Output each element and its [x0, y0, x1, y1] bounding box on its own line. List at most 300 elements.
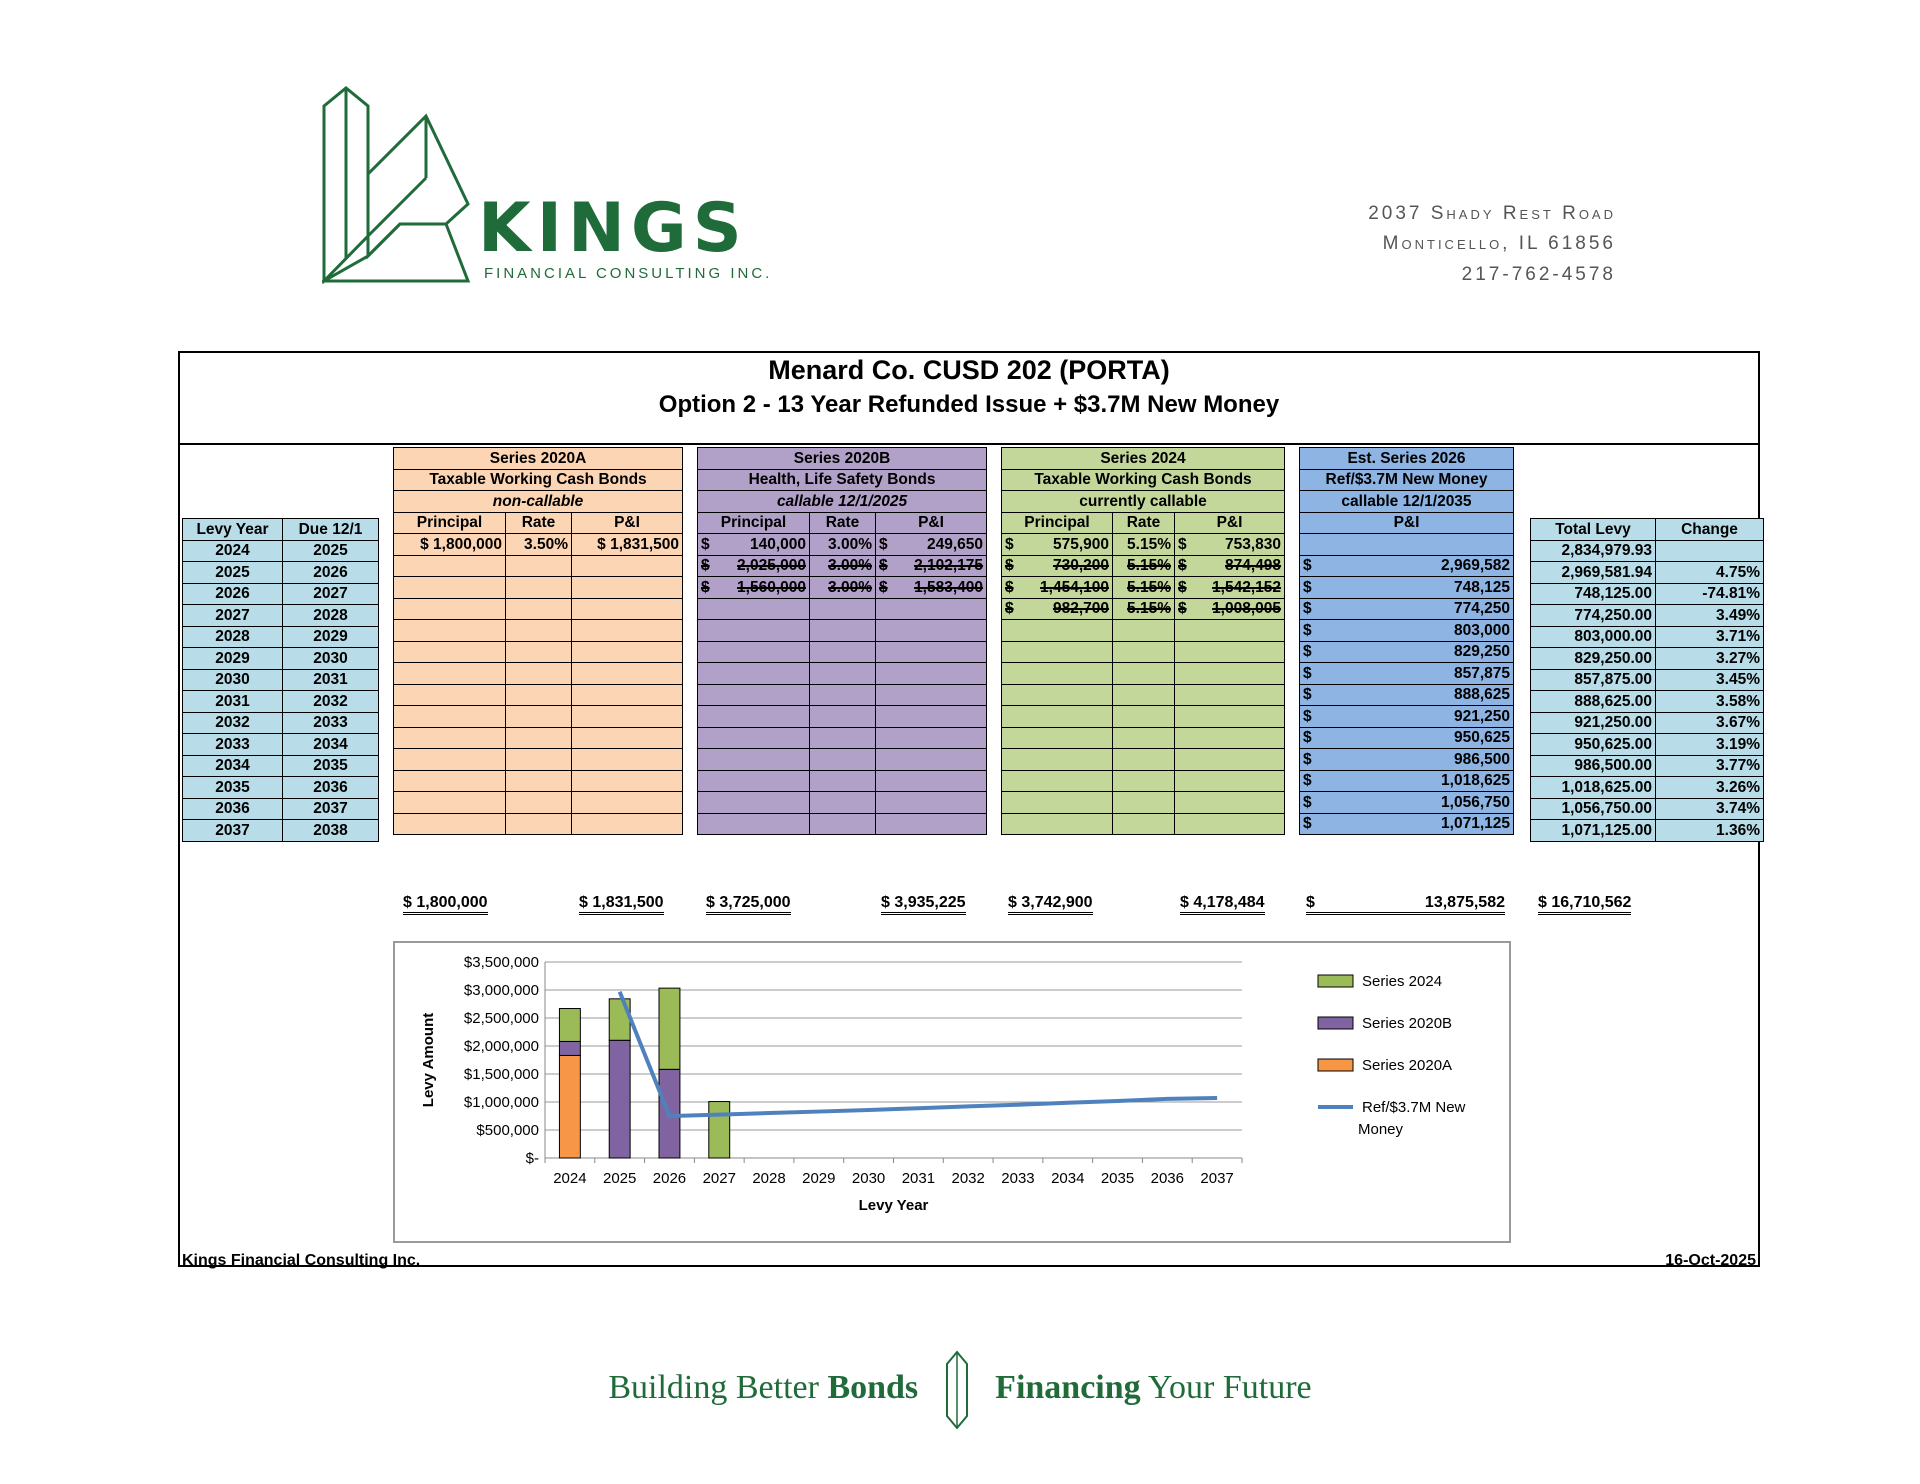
- pi-cell: [1175, 706, 1285, 728]
- series-2020b-desc: Health, Life Safety Bonds: [698, 469, 987, 491]
- pi-cell: [1300, 598, 1514, 620]
- pi-cell-currency: $: [1303, 643, 1312, 661]
- rate-cell: [1113, 706, 1175, 728]
- table-row: [1300, 663, 1514, 685]
- pi-cell: [1300, 792, 1514, 814]
- pi-cell: [572, 727, 683, 749]
- rate-cell: [1113, 620, 1175, 642]
- change-cell: 3.74%: [1656, 798, 1764, 820]
- y-axis-title: Levy Amount: [420, 1012, 437, 1108]
- principal-cell: [698, 598, 810, 620]
- table-row: [1002, 534, 1285, 556]
- due-year-cell: 2025: [283, 540, 379, 562]
- levy-year-cell: 2027: [183, 605, 283, 627]
- table-row: [698, 770, 987, 792]
- table-row: [183, 562, 379, 584]
- pi-cell-value: 803,000: [1453, 621, 1510, 639]
- table-row: [698, 749, 987, 771]
- pi-cell-content: [1303, 685, 1510, 704]
- principal-cell: [1002, 555, 1113, 577]
- rate-cell: [506, 684, 572, 706]
- table-row: [1300, 577, 1514, 599]
- rate-cell: [506, 577, 572, 599]
- pi-cell: [1175, 813, 1285, 835]
- x-tick-label: 2029: [802, 1170, 836, 1187]
- levy-year-table: [182, 518, 379, 842]
- table-row: [1002, 813, 1285, 835]
- pi-cell: [572, 684, 683, 706]
- table-row: [183, 648, 379, 670]
- table-row: [1002, 598, 1285, 620]
- pi-cell: [876, 706, 987, 728]
- pi-cell: [1175, 641, 1285, 663]
- pi-cell-currency: $: [1303, 729, 1312, 747]
- series-2024-call: currently callable: [1002, 491, 1285, 513]
- levy-year-cell: 2024: [183, 540, 283, 562]
- principal-cell-currency: $: [1005, 600, 1014, 618]
- table-row: [1531, 777, 1764, 799]
- levy-year-cell: 2035: [183, 777, 283, 799]
- pi-header: P&I: [1300, 512, 1514, 534]
- change-cell: 3.27%: [1656, 648, 1764, 670]
- series-2024-desc: Taxable Working Cash Bonds: [1002, 469, 1285, 491]
- table-row: [394, 770, 683, 792]
- series-2020a-desc: Taxable Working Cash Bonds: [394, 469, 683, 491]
- total-2020a-pi: $ 1,831,500: [579, 893, 664, 915]
- rate-cell: 3.50%: [506, 534, 572, 556]
- series-2026-table: [1299, 447, 1514, 835]
- due-year-cell: 2034: [283, 734, 379, 756]
- line-series: [620, 992, 1217, 1116]
- pi-cell: [1300, 555, 1514, 577]
- footer-date: 16-Oct-2025: [1665, 1252, 1756, 1269]
- principal-cell: [698, 813, 810, 835]
- table-row: [1531, 798, 1764, 820]
- pi-cell-content: [1303, 793, 1510, 812]
- pi-cell-content: [1303, 556, 1510, 575]
- table-header-row: [183, 519, 379, 541]
- table-row: [1002, 555, 1285, 577]
- table-row: [1300, 706, 1514, 728]
- principal-cell: [394, 727, 506, 749]
- table-row: [394, 534, 683, 556]
- table-row: [394, 620, 683, 642]
- rate-cell: [1113, 684, 1175, 706]
- change-header: Change: [1656, 519, 1764, 541]
- pi-cell: [876, 663, 987, 685]
- levy-chart: [395, 943, 1509, 1241]
- series-2020a-name: Series 2020A: [394, 448, 683, 470]
- pi-cell: [572, 641, 683, 663]
- principal-cell: [394, 641, 506, 663]
- x-tick-label: 2026: [652, 1170, 687, 1187]
- change-cell: 3.26%: [1656, 777, 1764, 799]
- levy-year-cell: 2031: [183, 691, 283, 713]
- pi-cell: [876, 792, 987, 814]
- principal-cell: [1002, 663, 1113, 685]
- principal-cell-content: [1005, 578, 1109, 597]
- principal-cell-currency: $: [1005, 557, 1014, 575]
- pi-cell-currency: $: [1303, 621, 1312, 639]
- levy-year-header: Levy Year: [183, 519, 283, 541]
- pi-cell-currency: $: [879, 535, 888, 553]
- total-levy-cell: 774,250.00: [1531, 605, 1656, 627]
- x-tick-label: 2035: [1100, 1170, 1135, 1187]
- table-row: [1300, 620, 1514, 642]
- bar-series-2020a: [559, 1055, 580, 1158]
- principal-cell-value: 730,200: [1052, 557, 1109, 575]
- x-tick-label: 2028: [752, 1170, 786, 1187]
- change-cell: [1656, 540, 1764, 562]
- change-cell: 3.49%: [1656, 605, 1764, 627]
- levy-year-cell: 2032: [183, 712, 283, 734]
- pi-cell: [1300, 641, 1514, 663]
- bar-series-2024: [659, 988, 680, 1069]
- table-row: [183, 734, 379, 756]
- title-divider: [180, 443, 1758, 445]
- pi-cell: [1175, 684, 1285, 706]
- rate-cell: [810, 727, 876, 749]
- rate-cell: [1113, 749, 1175, 771]
- pi-header: P&I: [572, 512, 683, 534]
- change-cell: 4.75%: [1656, 562, 1764, 584]
- y-tick-label: $3,500,000: [463, 954, 539, 971]
- total-levy-cell: 921,250.00: [1531, 712, 1656, 734]
- series-2026-desc: Ref/$3.7M New Money: [1300, 469, 1514, 491]
- kings-logo-mark-icon: [322, 86, 472, 284]
- table-row: [1002, 749, 1285, 771]
- rate-cell: [506, 641, 572, 663]
- principal-header: Principal: [698, 512, 810, 534]
- principal-cell: [1002, 641, 1113, 663]
- change-cell: 3.77%: [1656, 755, 1764, 777]
- pi-cell-value: 1,583,400: [914, 578, 984, 596]
- table-row: [394, 727, 683, 749]
- table-row: [1531, 626, 1764, 648]
- principal-cell-value: 575,900: [1052, 535, 1109, 553]
- change-cell: 3.67%: [1656, 712, 1764, 734]
- total-levy-cell: 2,969,581.94: [1531, 562, 1656, 584]
- pi-cell: [1300, 813, 1514, 835]
- pi-cell: [876, 620, 987, 642]
- pi-cell-content: [879, 578, 983, 597]
- pi-cell: [1175, 534, 1285, 556]
- pi-cell-currency: $: [879, 578, 888, 596]
- pi-cell: [876, 813, 987, 835]
- principal-cell: [698, 641, 810, 663]
- total-levy-cell: 888,625.00: [1531, 691, 1656, 713]
- table-row: [1531, 712, 1764, 734]
- address-phone: 217-762-4578: [1461, 264, 1616, 285]
- table-row: [698, 577, 987, 599]
- principal-cell: [698, 577, 810, 599]
- x-tick-label: 2027: [702, 1170, 736, 1187]
- table-row: [1300, 792, 1514, 814]
- principal-cell: [1002, 749, 1113, 771]
- table-row: [394, 684, 683, 706]
- legend-label: Series 2020B: [1362, 1015, 1453, 1032]
- table-row: [1531, 562, 1764, 584]
- total-levy-cell: 1,071,125.00: [1531, 820, 1656, 842]
- y-tick-label: $3,000,000: [463, 982, 539, 999]
- pi-cell-content: [1303, 728, 1510, 747]
- rate-cell: [506, 727, 572, 749]
- rate-header: Rate: [810, 512, 876, 534]
- pi-cell: [1175, 620, 1285, 642]
- change-cell: 3.19%: [1656, 734, 1764, 756]
- change-cell: 3.45%: [1656, 669, 1764, 691]
- principal-cell: [1002, 577, 1113, 599]
- pi-cell-content: [1303, 578, 1510, 597]
- pi-cell-currency: $: [1178, 557, 1187, 575]
- due-year-cell: 2036: [283, 777, 379, 799]
- principal-cell: [1002, 598, 1113, 620]
- x-tick-label: 2032: [951, 1170, 985, 1187]
- rate-cell: [1113, 663, 1175, 685]
- table-row: [1300, 813, 1514, 835]
- levy-year-cell: 2026: [183, 583, 283, 605]
- pi-cell-value: 829,250: [1453, 643, 1510, 661]
- pi-cell-content: [1303, 664, 1510, 683]
- series-2024-name: Series 2024: [1002, 448, 1285, 470]
- principal-cell: [1002, 792, 1113, 814]
- table-row: [394, 577, 683, 599]
- pi-cell-currency: $: [1178, 535, 1187, 553]
- rate-cell: [810, 792, 876, 814]
- pi-cell-content: [879, 556, 983, 575]
- pi-cell: [572, 770, 683, 792]
- table-row: [183, 583, 379, 605]
- x-tick-label: 2030: [851, 1170, 886, 1187]
- pi-cell: [1300, 684, 1514, 706]
- pi-cell-value: 1,018,625: [1441, 772, 1510, 790]
- table-row: [698, 663, 987, 685]
- table-row: [1531, 734, 1764, 756]
- pi-cell-value: 950,625: [1453, 729, 1510, 747]
- pi-cell-value: 2,969,582: [1441, 557, 1510, 575]
- pi-cell: [1175, 727, 1285, 749]
- pi-cell: [572, 555, 683, 577]
- table-row: [698, 534, 987, 556]
- rate-cell: [506, 770, 572, 792]
- rate-cell: [810, 706, 876, 728]
- pi-cell-currency: $: [1303, 686, 1312, 704]
- pi-cell: [1300, 749, 1514, 771]
- rate-cell: [810, 598, 876, 620]
- table-row: [698, 684, 987, 706]
- total-levy-cell: 857,875.00: [1531, 669, 1656, 691]
- principal-cell: [698, 684, 810, 706]
- report-title: Menard Co. CUSD 202 (PORTA): [768, 355, 1170, 385]
- table-row: [183, 691, 379, 713]
- due-year-cell: 2035: [283, 755, 379, 777]
- pi-cell-currency: $: [1303, 772, 1312, 790]
- principal-cell: [394, 555, 506, 577]
- rate-cell: [506, 620, 572, 642]
- pi-cell: [1175, 598, 1285, 620]
- table-row: [1531, 691, 1764, 713]
- table-row: [1531, 669, 1764, 691]
- pi-header: P&I: [1175, 512, 1285, 534]
- pi-cell: $ 1,831,500: [572, 534, 683, 556]
- pi-cell: [1300, 534, 1514, 556]
- rate-cell: [810, 749, 876, 771]
- pi-cell: [1300, 770, 1514, 792]
- table-row: [698, 620, 987, 642]
- table-row: [1002, 706, 1285, 728]
- total-2026-value: 13,875,582: [1424, 894, 1505, 911]
- principal-cell: [394, 706, 506, 728]
- table-row: [394, 792, 683, 814]
- principal-cell: [1002, 534, 1113, 556]
- pi-cell-currency: $: [1178, 578, 1187, 596]
- legend-swatch: [1318, 1059, 1353, 1071]
- table-row: [1300, 770, 1514, 792]
- pi-header: P&I: [876, 512, 987, 534]
- pi-cell: [876, 684, 987, 706]
- pi-cell: [1175, 792, 1285, 814]
- table-row: [183, 626, 379, 648]
- pi-cell: [876, 727, 987, 749]
- y-tick-label: $-: [525, 1150, 539, 1167]
- pi-cell: [876, 577, 987, 599]
- pi-cell: [1300, 620, 1514, 642]
- principal-cell: [394, 813, 506, 835]
- rate-cell: [506, 792, 572, 814]
- table-row: [1300, 598, 1514, 620]
- pi-cell-value: 753,830: [1225, 535, 1282, 553]
- pi-cell-value: 1,008,005: [1212, 600, 1282, 618]
- table-row: [183, 540, 379, 562]
- bar-series-2024: [559, 1009, 580, 1042]
- legend-swatch: [1318, 1017, 1353, 1029]
- table-row: [394, 663, 683, 685]
- table-row: [183, 605, 379, 627]
- table-row: [1002, 770, 1285, 792]
- due-year-cell: 2037: [283, 798, 379, 820]
- y-tick-label: $1,000,000: [463, 1094, 539, 1111]
- address-city: Monticello, IL 61856: [1382, 233, 1616, 254]
- table-row: [1531, 648, 1764, 670]
- principal-cell: [1002, 684, 1113, 706]
- pi-cell-content: [1178, 599, 1281, 618]
- pi-cell-content: [879, 535, 983, 554]
- table-row: [183, 798, 379, 820]
- principal-cell: [698, 620, 810, 642]
- principal-header: Principal: [1002, 512, 1113, 534]
- table-row: [183, 755, 379, 777]
- total-2024-principal: $ 3,742,900: [1008, 893, 1093, 915]
- y-tick-label: $2,000,000: [463, 1038, 539, 1055]
- pi-cell: [1300, 663, 1514, 685]
- due-year-cell: 2031: [283, 669, 379, 691]
- pi-cell-content: [1303, 599, 1510, 618]
- table-row: [1300, 555, 1514, 577]
- rate-header: Rate: [1113, 512, 1175, 534]
- table-row: [1002, 577, 1285, 599]
- principal-cell-content: [701, 535, 806, 554]
- legend-label: Ref/$3.7M New: [1362, 1099, 1466, 1116]
- pi-cell-content: [1303, 642, 1510, 661]
- table-row: [1531, 605, 1764, 627]
- logo-subtitle: FINANCIAL CONSULTING INC.: [484, 265, 773, 282]
- x-tick-label: 2037: [1200, 1170, 1234, 1187]
- principal-cell: [394, 792, 506, 814]
- rate-cell: [810, 641, 876, 663]
- x-tick-label: 2033: [1001, 1170, 1035, 1187]
- pi-cell-currency: $: [1303, 815, 1312, 833]
- legend-label: Series 2024: [1362, 973, 1443, 990]
- principal-cell: [394, 577, 506, 599]
- change-cell: 3.71%: [1656, 626, 1764, 648]
- rate-cell: 5.15%: [1113, 555, 1175, 577]
- pi-cell: [1300, 577, 1514, 599]
- table-row: [394, 555, 683, 577]
- pi-cell: [1175, 749, 1285, 771]
- y-tick-label: $2,500,000: [463, 1010, 539, 1027]
- tagline-part-4: Your Future: [1140, 1368, 1312, 1406]
- total-levy-cell: 1,056,750.00: [1531, 798, 1656, 820]
- table-row: [1531, 583, 1764, 605]
- tagline-part-1: Building Better: [608, 1368, 828, 1406]
- pi-cell-value: 888,625: [1453, 686, 1510, 704]
- principal-header: Principal: [394, 512, 506, 534]
- principal-cell: [1002, 813, 1113, 835]
- due-year-cell: 2026: [283, 562, 379, 584]
- rate-cell: [1113, 770, 1175, 792]
- x-tick-label: 2031: [901, 1170, 936, 1187]
- principal-cell-content: [1005, 599, 1109, 618]
- table-row: [1300, 727, 1514, 749]
- rate-cell: 5.15%: [1113, 577, 1175, 599]
- tagline-part-2: Bonds: [827, 1368, 919, 1406]
- principal-cell: [394, 620, 506, 642]
- pi-cell-currency: $: [1303, 793, 1312, 811]
- total-levy-cell: 748,125.00: [1531, 583, 1656, 605]
- rate-cell: [1113, 641, 1175, 663]
- pi-cell: [876, 555, 987, 577]
- table-row: [394, 641, 683, 663]
- principal-cell: [698, 534, 810, 556]
- pi-cell-currency: $: [1303, 557, 1312, 575]
- levy-year-cell: 2030: [183, 669, 283, 691]
- tagline: [0, 1350, 1920, 1430]
- pi-cell-content: [1178, 556, 1281, 575]
- x-tick-label: 2034: [1051, 1170, 1085, 1187]
- principal-cell: [698, 727, 810, 749]
- due-year-cell: 2029: [283, 626, 379, 648]
- bar-series-2020b: [609, 1040, 630, 1158]
- due-header: Due 12/1: [283, 519, 379, 541]
- principal-cell: [698, 663, 810, 685]
- principal-cell: [698, 749, 810, 771]
- pi-cell: [1300, 727, 1514, 749]
- pi-cell-value: 1,056,750: [1441, 793, 1510, 811]
- table-row: [394, 706, 683, 728]
- principal-cell-value: 2,025,000: [737, 557, 806, 575]
- rate-cell: 3.00%: [810, 555, 876, 577]
- principal-cell-currency: $: [701, 578, 710, 596]
- table-row: [183, 712, 379, 734]
- bar-series-2020b: [559, 1041, 580, 1055]
- series-2020a-table: [393, 447, 683, 835]
- rate-cell: [1113, 813, 1175, 835]
- due-year-cell: 2028: [283, 605, 379, 627]
- series-2026-name: Est. Series 2026: [1300, 448, 1514, 470]
- table-row: [698, 598, 987, 620]
- rate-cell: [810, 770, 876, 792]
- crystal-icon: [945, 1350, 969, 1430]
